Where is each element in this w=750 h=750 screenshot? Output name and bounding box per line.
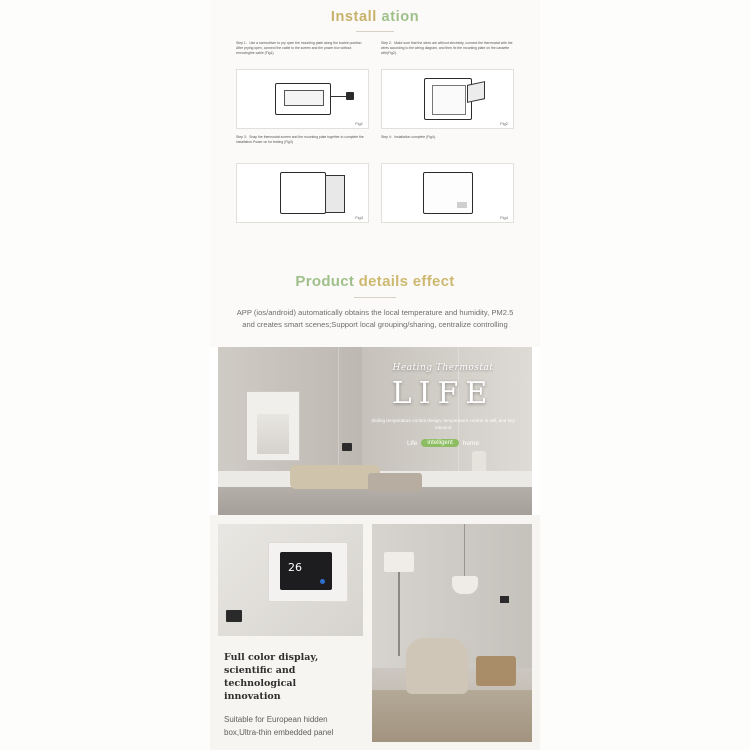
closeup-temperature-value: 26 <box>288 561 302 574</box>
step-1-drawing <box>237 70 368 128</box>
installation-step-row-2 <box>236 135 514 223</box>
pendant-lamp-icon <box>452 576 478 594</box>
step-2-figure-label: Fig2 <box>500 121 508 126</box>
installation-step-4 <box>381 135 514 223</box>
bottom-heading-line-1: Full color display, <box>224 652 319 663</box>
photo-wall-thermostat <box>342 443 352 451</box>
installation-step-1 <box>236 41 369 129</box>
installation-steps <box>210 41 540 223</box>
floor-lamp-shade <box>384 552 414 572</box>
cassette-box-icon <box>467 81 485 103</box>
tagline-before: Life <box>406 439 418 447</box>
tagline-after: home <box>462 439 480 447</box>
interior-photo <box>372 524 532 742</box>
step-2-text: Step 2：Make sure that the wires are without electricity, connect the thermostat with the wires according to the wiring diagram, and then fix the mounting plate on the cassette with(Fig2). <box>381 41 513 56</box>
installation-step-row-1 <box>236 41 514 129</box>
installation-title-part1: Install <box>330 9 377 25</box>
product-details-title-part2: details effect <box>354 273 455 290</box>
step-3-text: Step 3：Snap the thermostat screen and the mounting plate together to complete the installation.Power on for testing (Fig3) <box>236 135 364 145</box>
cable-icon <box>330 96 346 97</box>
tagline-pill: intelligent <box>421 439 458 447</box>
plate-side-icon <box>325 175 345 213</box>
lifestyle-photo <box>218 347 532 515</box>
installation-title-part2: ation <box>376 9 420 25</box>
step-4-figure-label: Fig4 <box>500 215 508 220</box>
photo-headline: LIFE <box>391 376 495 411</box>
photo-sofa <box>290 465 380 489</box>
closeup-photo <box>218 524 363 636</box>
power-box-icon <box>346 92 354 100</box>
photo-floor <box>218 487 532 515</box>
step-1-text: Step 1：Use a screwdriver to pry open the mounting plate along the buckle position. After prying open, connect the cable to the screen and the power box without removingthe cable (Fig1). <box>236 41 363 56</box>
right-margin <box>540 0 750 750</box>
product-details-title <box>210 255 540 290</box>
left-margin <box>0 0 210 750</box>
step-4-figure <box>381 163 514 223</box>
step-3-drawing <box>237 164 368 222</box>
step-3-figure <box>236 163 369 223</box>
product-details-title-rule <box>354 297 396 298</box>
bottom-heading-line-2: scientific and technological <box>224 665 297 689</box>
step-1-figure <box>236 69 369 129</box>
installation-step-3 <box>236 135 369 223</box>
photo-picture-frame <box>246 391 300 461</box>
step-4-text: Step 4：Installation complete (Fig4). <box>381 135 436 139</box>
step-1-figure-label: Fig1 <box>355 121 363 126</box>
floor-lamp-pole <box>398 564 400 656</box>
bottom-text-block <box>224 651 362 739</box>
photo-subtext: Sliding temperature control design, temperature control at will, and key rebound <box>371 418 515 430</box>
step-2-drawing <box>382 70 513 128</box>
product-details-section <box>210 255 540 347</box>
interior-rug <box>372 690 532 742</box>
closeup-screen <box>280 552 332 590</box>
installation-section <box>210 0 540 255</box>
photo-table <box>368 473 422 491</box>
installation-title-rule <box>356 31 394 32</box>
interior-side-table <box>476 656 516 686</box>
bottom-body-text: Suitable for European hidden box,Ultra-thin embedded panel <box>224 715 334 737</box>
step-4-drawing <box>382 164 513 222</box>
mounting-plate-icon <box>424 78 472 120</box>
photo-tagline <box>368 439 518 447</box>
installation-title <box>210 0 540 25</box>
installed-thermostat-icon <box>423 172 473 214</box>
interior-wall-thermostat <box>500 596 509 603</box>
installation-step-2 <box>381 41 514 129</box>
step-2-figure <box>381 69 514 129</box>
interior-armchair <box>406 638 468 694</box>
pendant-cord <box>464 524 465 580</box>
photo-script-title: Heating Thermostat <box>392 363 494 373</box>
thermostat-plate-icon <box>275 83 331 115</box>
product-details-title-part1: Product <box>295 273 355 290</box>
step-3-figure-label: Fig3 <box>355 215 363 220</box>
product-details-description: APP (ios/android) automatically obtains the local temperature and humidity, PM2.5 and creates smart scenes;Support local grouping/sharing, centralize controlling <box>236 308 514 329</box>
bottom-section <box>210 515 540 750</box>
photo-lamp <box>472 451 486 471</box>
photo-overlay-text <box>368 363 518 447</box>
bottom-heading-line-3: innovation <box>224 691 281 702</box>
closeup-indicator-dot <box>320 579 325 584</box>
bottom-heading <box>224 651 362 703</box>
closeup-socket <box>226 610 242 622</box>
thermostat-screen-icon <box>280 172 326 214</box>
